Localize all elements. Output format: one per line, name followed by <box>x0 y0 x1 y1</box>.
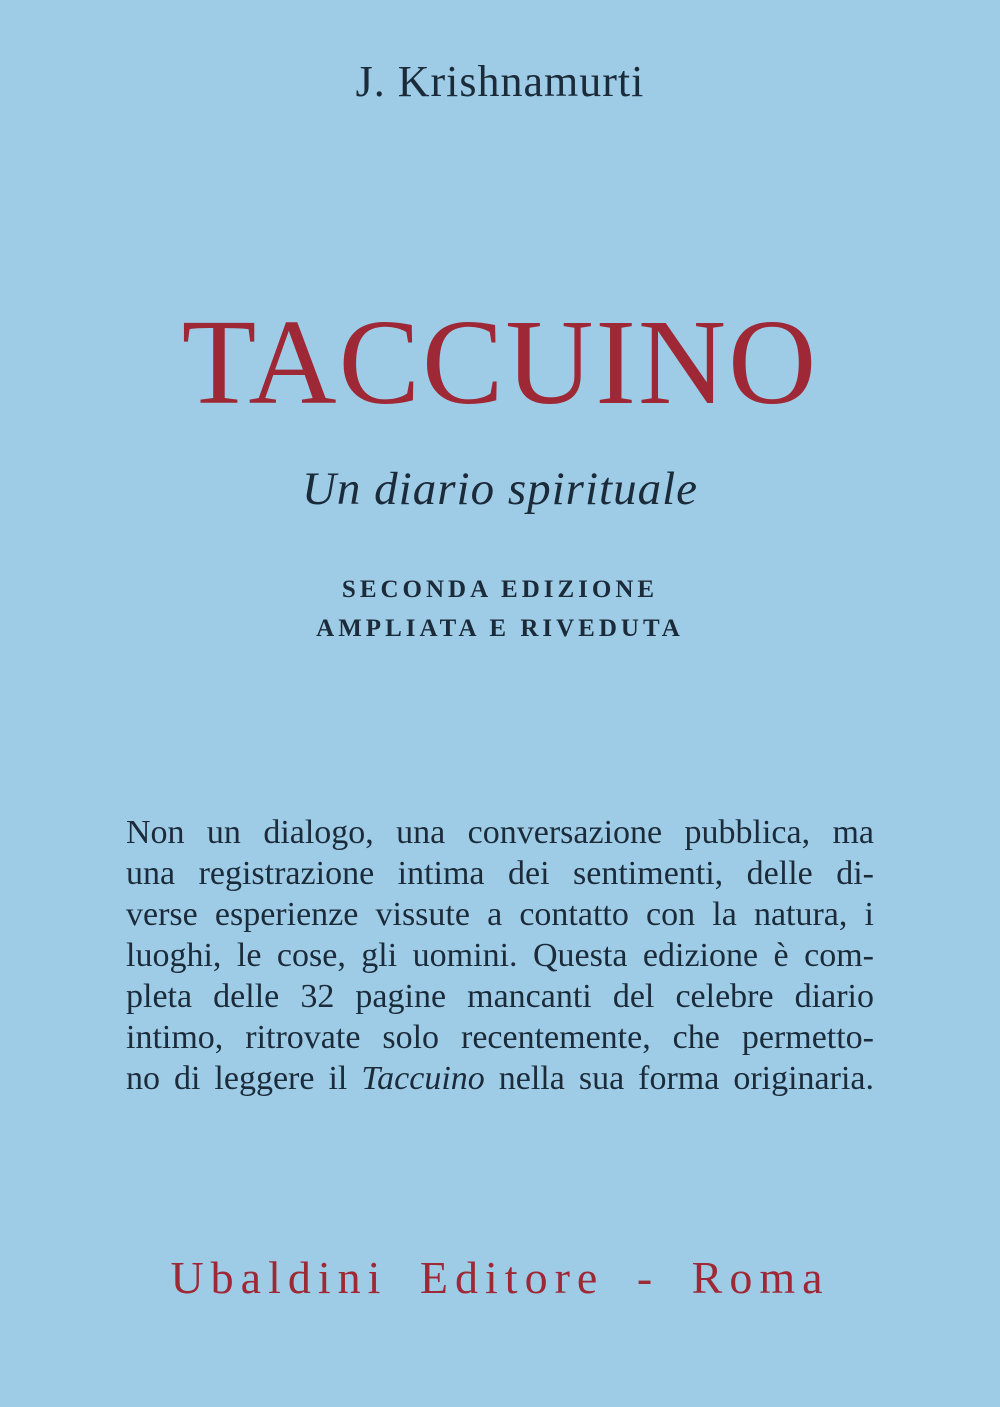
publisher-line: Ubaldini Editore - Roma <box>170 1252 830 1303</box>
blurb-line-5: pleta delle 32 pagine mancanti del celebre diario <box>126 978 874 1015</box>
back-blurb <box>126 812 874 1099</box>
blurb-line-1: Non un dialogo, una conversazione pubblica, ma <box>126 814 874 851</box>
blurb-last-line-post: nella sua forma originaria. <box>484 1060 874 1097</box>
blurb-line-2: una registrazione intima dei sentimenti, delle di- <box>126 855 874 892</box>
blurb-line-3: verse esperienze vissute a contatto con la natura, i <box>126 896 874 933</box>
author-name: J. Krishnamurti <box>355 57 645 106</box>
edition-line-2: AMPLIATA E RIVEDUTA <box>316 615 684 642</box>
blurb-italic-book-title: Taccuino <box>361 1060 485 1097</box>
blurb-line-7 <box>126 1058 874 1099</box>
blurb-last-line-pre: no di leggere il <box>126 1060 362 1097</box>
blurb-line-4: luoghi, le cose, gli uomini. Questa edizione è com- <box>126 937 874 974</box>
book-title: TACCUINO <box>181 295 819 430</box>
edition-line-1: SECONDA EDIZIONE <box>341 576 659 603</box>
blurb-line-6: intimo, ritrovate solo recentemente, che permetto- <box>126 1019 874 1056</box>
book-subtitle: Un diario spirituale <box>301 463 699 515</box>
edition-note <box>0 570 1000 648</box>
